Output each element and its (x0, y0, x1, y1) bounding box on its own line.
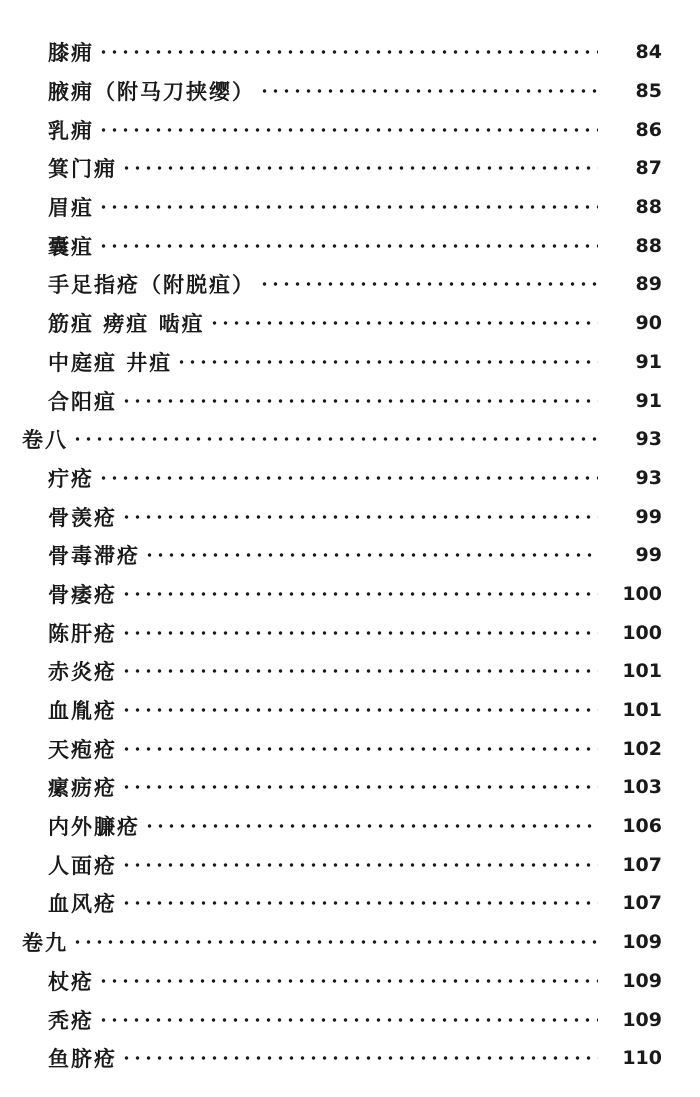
toc-section-page-number: 109 (622, 931, 662, 954)
toc-entry-title: 血胤疮 (48, 698, 117, 724)
toc-entry-page-number: 91 (635, 350, 662, 373)
toc-entry-title: 人面疮 (48, 852, 117, 878)
dot-leader (176, 359, 598, 365)
toc-entry (0, 343, 700, 382)
toc-entry-page-number: 87 (635, 157, 662, 180)
toc-entry-title: 囊疽 (48, 233, 94, 259)
toc-entry-page-number: 90 (635, 312, 662, 335)
toc-entry (0, 149, 700, 188)
toc-entry-title: 鱼脐疮 (48, 1046, 117, 1072)
dot-leader (72, 939, 598, 945)
toc-entry-page-number: 84 (635, 41, 662, 64)
toc-section-title: 卷八 (22, 427, 68, 453)
toc-entry-title: 眉疽 (48, 195, 94, 221)
toc-entry (0, 265, 700, 304)
dot-leader (121, 514, 598, 520)
toc-entry-title: 中庭疽 井疽 (48, 349, 173, 375)
dot-leader (121, 707, 598, 713)
toc-entry-page-number: 100 (622, 621, 662, 644)
toc-entry-page-number: 106 (622, 815, 662, 838)
toc-section-heading (0, 420, 700, 459)
toc-entry-title: 骨羡疮 (48, 504, 117, 530)
toc-entry (0, 729, 700, 768)
toc-entry (0, 226, 700, 265)
toc-entry-page-number: 91 (635, 389, 662, 412)
toc-entry-title: 手足指疮（附脱疽） (48, 272, 255, 298)
toc-entry (0, 381, 700, 420)
toc-entry-title: 骨毒滞疮 (48, 543, 140, 569)
dot-leader (121, 165, 598, 171)
dot-leader (144, 823, 598, 829)
dot-leader (98, 475, 598, 481)
toc-entry-page-number: 109 (622, 1008, 662, 1031)
toc-entry (0, 33, 700, 72)
toc-entry (0, 691, 700, 730)
toc-entry-title: 杖疮 (48, 968, 94, 994)
dot-leader (121, 900, 598, 906)
toc-entry-page-number: 109 (622, 969, 662, 992)
dot-leader (259, 88, 598, 94)
toc-entry-page-number: 100 (622, 582, 662, 605)
dot-leader (121, 1055, 598, 1061)
table-of-contents (0, 33, 700, 1078)
toc-entry-page-number: 99 (635, 544, 662, 567)
dot-leader (98, 127, 598, 133)
dot-leader (121, 784, 598, 790)
toc-entry-page-number: 101 (622, 699, 662, 722)
toc-entry-page-number: 99 (635, 505, 662, 528)
toc-entry-page-number: 89 (635, 273, 662, 296)
dot-leader (98, 243, 598, 249)
toc-entry (0, 613, 700, 652)
toc-entry-page-number: 102 (622, 737, 662, 760)
dot-leader (121, 591, 598, 597)
toc-entry (0, 962, 700, 1001)
toc-entry-title: 筋疽 痨疽 啮疽 (48, 311, 205, 337)
dot-leader (98, 1017, 598, 1023)
toc-entry-title: 瘰疬疮 (48, 775, 117, 801)
toc-entry-page-number: 107 (622, 853, 662, 876)
toc-entry-title: 秃疮 (48, 1007, 94, 1033)
dot-leader (209, 320, 598, 326)
dot-leader (144, 552, 598, 558)
toc-entry (0, 807, 700, 846)
toc-entry-title: 陈肝疮 (48, 620, 117, 646)
toc-entry-page-number: 110 (622, 1047, 662, 1070)
toc-entry-title: 合阳疽 (48, 388, 117, 414)
dot-leader (121, 398, 598, 404)
toc-entry (0, 304, 700, 343)
toc-entry (0, 652, 700, 691)
toc-entry-title: 腋痈（附马刀挟缨） (48, 79, 255, 105)
toc-entry (0, 1039, 700, 1078)
toc-entry-page-number: 88 (635, 196, 662, 219)
toc-entry (0, 188, 700, 227)
toc-entry-title: 膝痈 (48, 40, 94, 66)
toc-entry (0, 459, 700, 498)
toc-entry-title: 天疱疮 (48, 736, 117, 762)
toc-entry-page-number: 101 (622, 660, 662, 683)
toc-entry (0, 497, 700, 536)
toc-entry-page-number: 93 (635, 466, 662, 489)
toc-entry (0, 536, 700, 575)
toc-entry-page-number: 85 (635, 80, 662, 103)
toc-entry-title: 赤炎疮 (48, 659, 117, 685)
toc-section-heading (0, 923, 700, 962)
toc-entry (0, 884, 700, 923)
dot-leader (121, 668, 598, 674)
toc-section-page-number: 93 (635, 428, 662, 451)
toc-entry-page-number: 103 (622, 776, 662, 799)
toc-entry-title: 骨痿疮 (48, 581, 117, 607)
dot-leader (98, 49, 598, 55)
dot-leader (98, 978, 598, 984)
dot-leader (72, 436, 598, 442)
dot-leader (121, 862, 598, 868)
toc-entry-title: 内外臁疮 (48, 814, 140, 840)
toc-entry (0, 575, 700, 614)
toc-entry-page-number: 88 (635, 234, 662, 257)
toc-entry-page-number: 107 (622, 892, 662, 915)
toc-entry-title: 箕门痈 (48, 156, 117, 182)
toc-entry (0, 1000, 700, 1039)
toc-entry (0, 72, 700, 111)
toc-section-title: 卷九 (22, 930, 68, 956)
toc-entry (0, 768, 700, 807)
dot-leader (121, 630, 598, 636)
dot-leader (98, 204, 598, 210)
dot-leader (259, 281, 598, 287)
toc-entry-page-number: 86 (635, 118, 662, 141)
toc-entry (0, 110, 700, 149)
toc-entry (0, 845, 700, 884)
toc-entry-title: 血风疮 (48, 891, 117, 917)
toc-entry-title: 乳痈 (48, 117, 94, 143)
toc-entry-title: 疔疮 (48, 465, 94, 491)
dot-leader (121, 746, 598, 752)
